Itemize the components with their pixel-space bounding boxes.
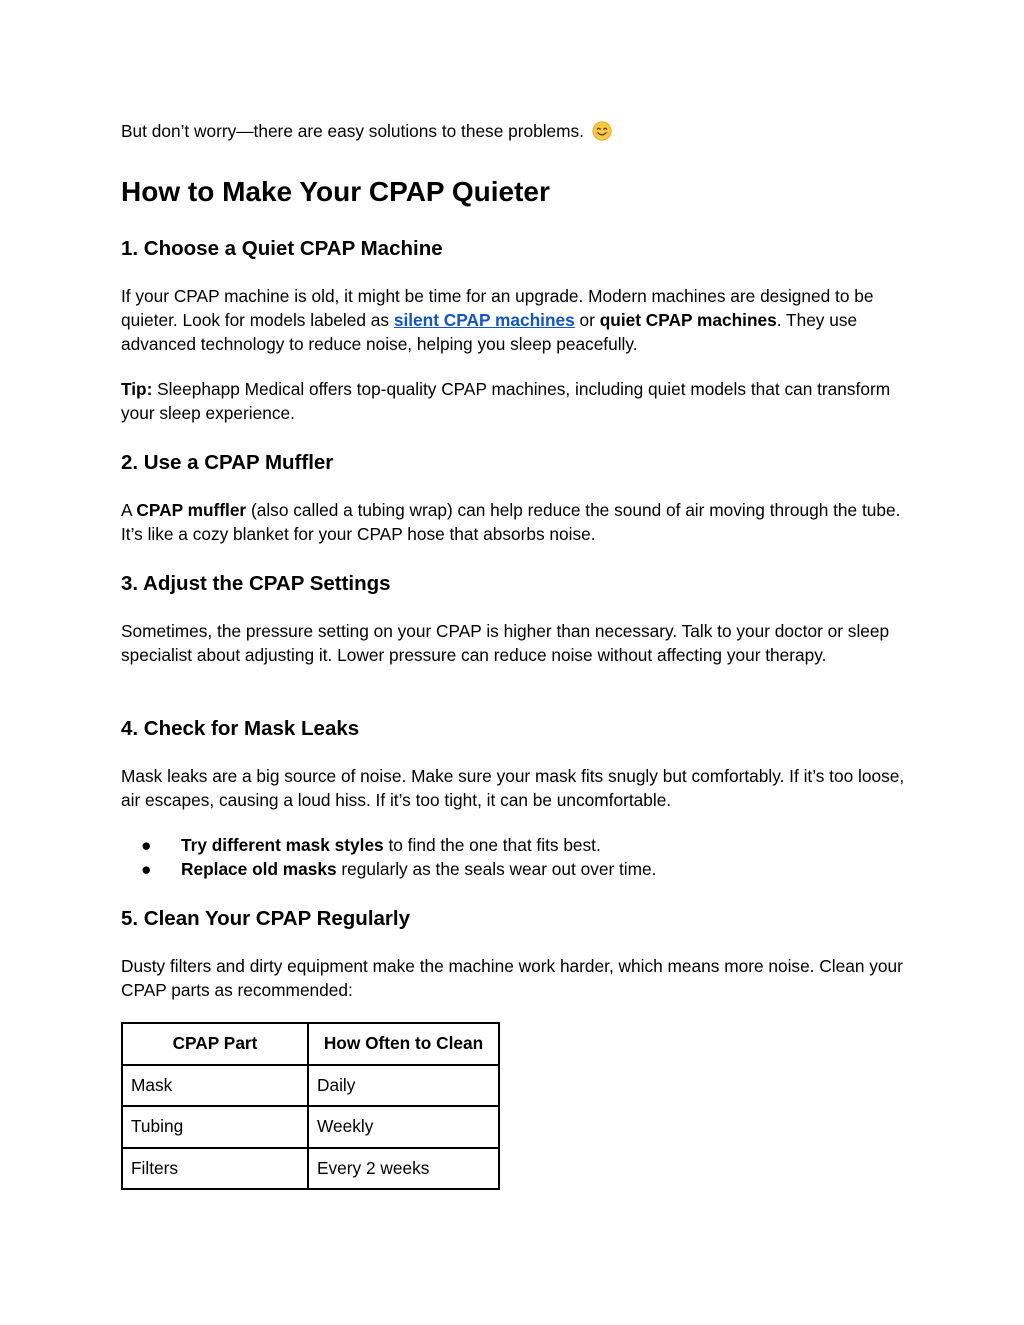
list-item-text: to find the one that fits best. [383, 835, 601, 855]
table-row [122, 1065, 499, 1107]
cleaning-schedule-table [121, 1022, 500, 1190]
section-4-paragraph: Mask leaks are a big source of noise. Make sure your mask fits snugly but comfortably. If it’s too loose, air escapes, causing a loud hiss. If it’s too tight, it can be uncomfortable. [121, 766, 905, 811]
bullet: ● [141, 859, 152, 880]
tip-text: Sleephapp Medical offers top-quality CPAP machines, including quiet models that can transform your sleep experience. [121, 379, 891, 424]
silent-cpap-machines-link[interactable]: silent CPAP machines [393, 310, 575, 331]
intro-text: But don’t worry—there are easy solutions to these problems. [121, 121, 584, 141]
table-header-part: CPAP Part [122, 1023, 308, 1065]
section-heading-4: 4. Check for Mask Leaks [121, 717, 360, 740]
table-cell-part: Filters [122, 1148, 308, 1190]
list-item [121, 857, 656, 881]
list-item-text: regularly as the seals wear out over time. [336, 859, 657, 880]
section-5-paragraph: Dusty filters and dirty equipment make the machine work harder, which means more noise. Clean your CPAP parts as recommended: [121, 956, 903, 1001]
section-1-text-b: or [574, 310, 600, 331]
table-row [122, 1106, 499, 1148]
section-heading-2: 2. Use a CPAP Muffler [121, 451, 334, 474]
list-item [121, 833, 656, 857]
table-cell-frequency: Weekly [308, 1106, 499, 1148]
section-2-bold: CPAP muffler [136, 500, 247, 520]
tip-paragraph [121, 377, 911, 425]
table-cell-frequency: Every 2 weeks [308, 1148, 499, 1190]
table-cell-part: Tubing [122, 1106, 308, 1148]
table-header-frequency: How Often to Clean [308, 1023, 499, 1065]
table-header-row [122, 1023, 499, 1065]
section-1-bold: quiet CPAP machines [599, 310, 777, 331]
section-2-text-b: (also called a tubing wrap) can help reduce the sound of air moving through the tube. It’s like a cozy blanket for your CPAP hose that absorbs noise. [121, 500, 901, 545]
section-3-paragraph: Sometimes, the pressure setting on your CPAP is higher than necessary. Talk to your doctor or sleep specialist about adjusting it. Lower pressure can reduce noise without affecting your therapy. [121, 621, 890, 666]
section-2-text-a: A [121, 500, 137, 520]
table-cell-frequency: Daily [308, 1065, 499, 1107]
section-2-paragraph [121, 498, 911, 546]
mask-tips-list [121, 833, 656, 881]
section-heading-1: 1. Choose a Quiet CPAP Machine [121, 237, 443, 260]
page-title: How to Make Your CPAP Quieter [121, 176, 550, 207]
table-row [122, 1148, 499, 1190]
section-heading-5: 5. Clean Your CPAP Regularly [121, 907, 410, 930]
table-cell-part: Mask [122, 1065, 308, 1107]
intro-paragraph [121, 119, 911, 143]
section-heading-3: 3. Adjust the CPAP Settings [121, 572, 391, 595]
section-1-paragraph [121, 284, 911, 357]
section-1-text-a: If your CPAP machine is old, it might be time for an upgrade. Modern machines are designed to be quieter. Look for models labeled as [121, 286, 874, 331]
list-item-bold: Try different mask styles [181, 835, 384, 855]
list-item-bold: Replace old masks [181, 859, 337, 880]
section-1-text-c: . They use advanced technology to reduce noise, helping you sleep peacefully. [121, 310, 858, 355]
smiling-face-icon [592, 121, 612, 141]
tip-label: Tip: [121, 379, 153, 399]
bullet: ● [141, 835, 152, 855]
